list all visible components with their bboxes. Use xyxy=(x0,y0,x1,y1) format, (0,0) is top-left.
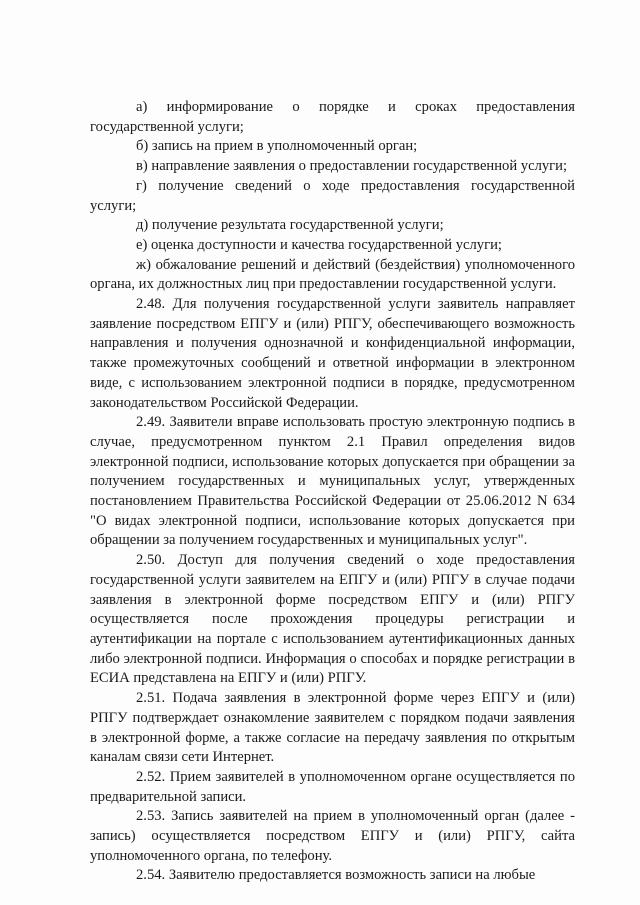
paragraph-2-54: 2.54. Заявителю предоставляется возможность записи на любые xyxy=(136,867,536,884)
list-item-e: е) оценка доступности и качества государственной услуги; xyxy=(136,236,502,253)
paragraph-2-50: 2.50. Доступ для получения сведений о ходе предоставления государственной услуги заявителем на ЕПГУ и (или) РПГУ в случае подачи заявления в электронной форме посредством ЕПГУ и (или) РПГУ осуществляется после прохождения процедуры регистрации и аутентификации на портале с использованием аутентификационных данных либо электронной подписи. Информация о способах и порядке регистрации в ЕСИА представлена на ЕПГУ и (или) РПГУ. xyxy=(90,552,575,687)
document-body xyxy=(90,98,575,886)
list-item-g: г) получение сведений о ходе предоставления государственной услуги; xyxy=(90,177,575,214)
list-item-v: в) направление заявления о предоставлении государственной услуги; xyxy=(136,158,568,175)
paragraph-2-52: 2.52. Прием заявителей в уполномоченном органе осуществляется по предварительной записи. xyxy=(90,768,575,805)
list-item-d: д) получение результата государственной услуги; xyxy=(136,217,444,234)
paragraph-2-53: 2.53. Запись заявителей на прием в уполномоченный орган (далее - запись) осуществляется посредством ЕПГУ и (или) РПГУ, сайта уполномоченного органа, по телефону. xyxy=(90,808,575,864)
list-item-zh: ж) обжалование решений и действий (бездействия) уполномоченного органа, их должностных лиц при предоставлении государственной услуги. xyxy=(90,256,575,293)
paragraph-2-48: 2.48. Для получения государственной услуги заявитель направляет заявление посредством ЕПГУ и (или) РПГУ, обеспечивающего возможность направления и получения однозначной и конфиденциальной информации, также промежуточных сообщений и ответной информации в электронном виде, с использованием электронной подписи в порядке, предусмотренном законодательством Российской Федерации. xyxy=(90,296,575,411)
list-item-a: а) информирование о порядке и сроках предоставления государственной услуги; xyxy=(90,99,575,135)
paragraph-2-51: 2.51. Подача заявления в электронной форме через ЕПГУ и (или) РПГУ подтверждает ознакомление заявителем с порядком подачи заявления в электронной форме, а также согласие на передачу заявления по открытым каналам связи сети Интернет. xyxy=(90,690,575,766)
paragraph-2-49: 2.49. Заявители вправе использовать простую электронную подпись в случае, предусмотренном пунктом 2.1 Правил определения видов электронной подписи, использование которых допускается при обращении за получением государственных и муниципальных услуг, утвержденных постановлением Правительства Российской Федерации от 25.06.2012 N 634 "О видах электронной подписи, использование которых допускается при обращении за получением государственных и муниципальных услуг". xyxy=(90,414,575,549)
list-item-b: б) запись на прием в уполномоченный орган; xyxy=(136,138,418,155)
